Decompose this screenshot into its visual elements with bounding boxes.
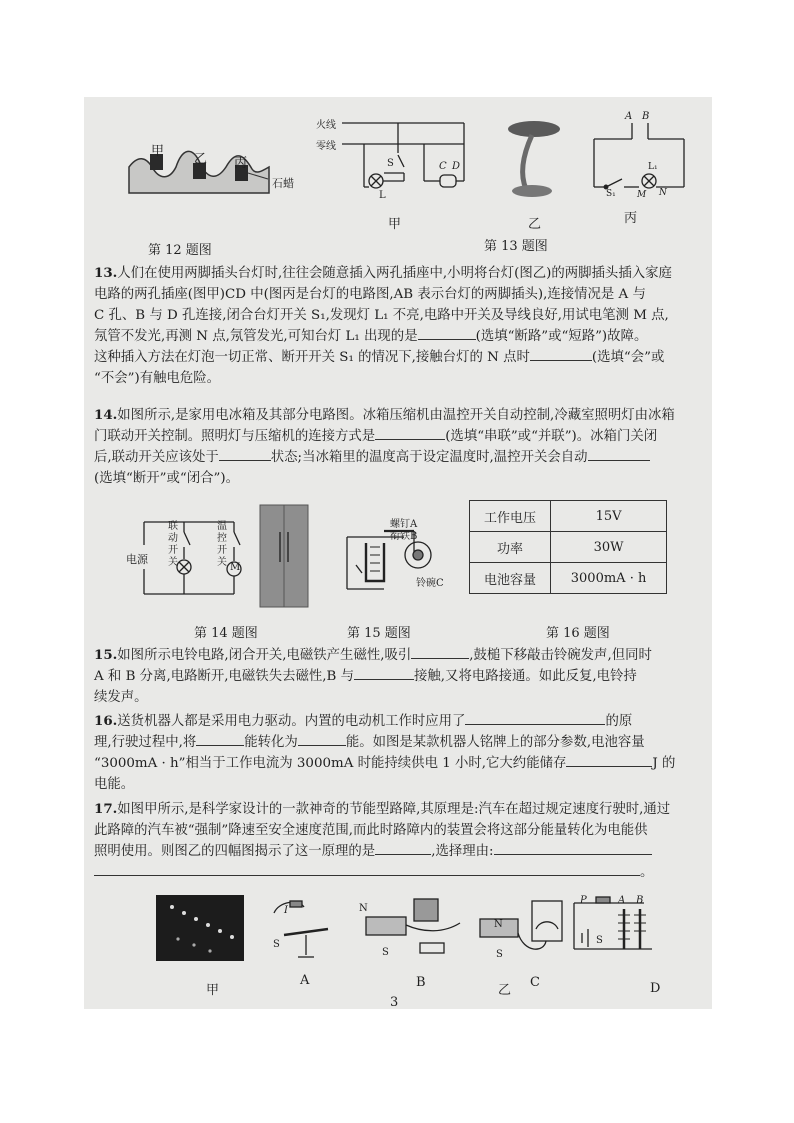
fig14-door-switch-label: 联动开关 (168, 521, 178, 568)
fig13-s1-label: S₁ (606, 189, 616, 199)
q17-number: 17. (94, 801, 118, 817)
fig17-d-s-label: S (596, 935, 603, 946)
fig13-plug-a-label: A (625, 111, 633, 122)
q13-answer-blank-1[interactable] (418, 327, 476, 340)
param-name: 功率 (470, 532, 551, 563)
fig17-b-s-label: S (382, 947, 389, 958)
q15-answer-blank-2[interactable] (354, 667, 414, 680)
fig13-socket-c-label: C (439, 161, 447, 172)
fig17-option-d-label: D (650, 981, 661, 996)
q14-line2b: (选填“串联”或“并联”)。冰箱门关闭 (445, 429, 658, 444)
param-name: 工作电压 (470, 501, 551, 532)
question-15 (94, 645, 694, 708)
fig15-caption: 第 15 题图 (347, 626, 411, 641)
question-16 (94, 711, 694, 795)
q14-answer-blank-3[interactable] (588, 448, 650, 461)
fig13-yi-name: 乙 (528, 217, 542, 232)
q16-line2a: 理,行驶过程中,将 (94, 735, 197, 750)
q16-answer-blank-4[interactable] (566, 754, 652, 767)
fig17-yi-label: 乙 (498, 983, 512, 998)
fig17-a-s-label: S (273, 939, 280, 950)
top-figures (84, 97, 712, 257)
q13-line6: “不会”)有触电危险。 (94, 371, 221, 386)
q17-answer-blank-3[interactable] (94, 863, 640, 876)
fig17-b-n-label: N (359, 903, 368, 914)
table-row (470, 501, 667, 532)
q17-line1: 如图甲所示,是科学家设计的一款神奇的节能型路障,其原理是:汽车在超过规定速度行驶时,通过 (117, 802, 671, 817)
q15-line3: 续发声。 (94, 690, 148, 705)
q17-answer-blank-2[interactable] (494, 842, 652, 855)
q16-line1b: 的原 (605, 714, 633, 729)
fig13-switch-label: S (387, 158, 394, 169)
q13-line4a: 氖管不发光,再测 N 点,氖管发光,可知台灯 L₁ 出现的是 (94, 329, 418, 344)
fig13-caption: 第 13 题图 (484, 239, 548, 254)
fig13-neutral-wire-label: 零线 (316, 141, 336, 152)
q16-line2b: 能转化为 (244, 735, 298, 750)
q16-line3a: “3000mA · h”相当于工作电流为 3000mA 时能持续供电 1 小时,它大约能储存 (94, 756, 567, 771)
param-value: 3000mA · h (551, 563, 667, 594)
q14-line4: (选填“断开”或“闭合”)。 (94, 471, 239, 486)
fig17-c-s-label: S (496, 949, 503, 960)
fig12-caption: 第 12 题图 (148, 243, 212, 258)
param-value: 30W (551, 532, 667, 563)
q15-answer-blank-1[interactable] (411, 646, 469, 659)
exam-page (84, 97, 712, 1009)
q16-number: 16. (94, 713, 118, 729)
fig17-a-current-label: I (284, 905, 288, 916)
q13-line4b: (选填“断路”或“短路”)故障。 (475, 329, 648, 344)
fig15-armature-label: 衔铁B (390, 531, 418, 542)
table-row (470, 563, 667, 594)
fig13-l1-label: L₁ (648, 162, 658, 172)
q15-line1b: ,鼓槌下移敲击铃碗发声,但同时 (469, 648, 652, 663)
q16-line3b: J 的 (652, 756, 676, 771)
bottom-figures (84, 893, 712, 993)
fig16-caption: 第 16 题图 (546, 626, 610, 641)
q14-line2a: 门联动开关控制。照明灯与压缩机的连接方式是 (94, 429, 376, 444)
q13-number: 13. (94, 265, 118, 281)
table-row (470, 532, 667, 563)
fig17-option-c-diagram (480, 901, 562, 949)
fig15-bell-label: 铃碗C (416, 578, 444, 589)
q15-line2b: 接触,又将电路接通。如此反复,电铃持 (414, 669, 637, 684)
fig17-d-b-label: B (636, 895, 644, 906)
fig14-temp-switch-label: 温控开关 (217, 521, 227, 568)
page-number: 3 (390, 995, 399, 1009)
fig13-yi-lamp-photo (508, 121, 560, 197)
fig13-bing-circuit (594, 123, 684, 189)
fig13-n-label: N (659, 188, 667, 198)
q14-answer-blank-2[interactable] (219, 448, 271, 461)
fig17-option-b-diagram (366, 899, 460, 953)
question-14 (94, 405, 694, 489)
fig17-jia-label: 甲 (206, 983, 220, 998)
fig17-option-b-label: B (416, 975, 426, 990)
q13-line3: C 孔、B 与 D 孔连接,闭合台灯开关 S₁,发现灯 L₁ 不亮,电路中开关及导线良好,用试电笔测 M 点, (94, 308, 669, 323)
fig17-d-p-label: P (580, 895, 587, 906)
fig13-fire-wire-label: 火线 (316, 120, 336, 131)
param-name: 电池容量 (470, 563, 551, 594)
q15-line1a: 如图所示电铃电路,闭合开关,电磁铁产生磁性,吸引 (117, 648, 412, 663)
q15-line2a: A 和 B 分离,电路断开,电磁铁失去磁性,B 与 (94, 669, 355, 684)
q17-line2: 此路障的汽车被“强制”降速至安全速度范围,而此时路障内的装置会将这部分能量转化为电能供 (94, 823, 648, 838)
q14-line3a: 后,联动开关应该处于 (94, 450, 219, 465)
q15-number: 15. (94, 647, 118, 663)
q16-answer-blank-2[interactable] (196, 733, 244, 746)
fig14-power-label: 电源 (126, 553, 148, 566)
q14-line3b: 状态;当冰箱里的温度高于设定温度时,温控开关会自动 (270, 450, 588, 465)
fig12-wax-label: 石蜡 (272, 177, 294, 190)
q13-answer-blank-2[interactable] (530, 348, 592, 361)
q16-answer-blank-1[interactable] (465, 712, 605, 725)
fig13-m-label: M (637, 190, 647, 200)
fig13-jia-name: 甲 (388, 217, 402, 232)
q17-end-mark: 。 (640, 865, 654, 880)
fig13-plug-b-label: B (642, 111, 650, 122)
fig14-caption: 第 14 题图 (194, 626, 258, 641)
q17-line3a: 照明使用。则图乙的四幅图揭示了这一原理的是 (94, 844, 376, 859)
question-13 (94, 263, 694, 389)
q13-line1: 人们在使用两脚插头台灯时,往往会随意插入两孔插座中,小明将台灯(图乙)的两脚插头插入家庭 (117, 266, 672, 281)
fig14-motor-label: M (230, 562, 241, 573)
q13-line2: 电路的两孔插座(图甲)CD 中(图丙是台灯的电路图,AB 表示台灯的两脚插头),连接情况是 A 与 (94, 287, 646, 302)
fig17-option-a-diagram (274, 901, 328, 957)
question-17 (94, 799, 694, 883)
q16-line2c: 能。如图是某款机器人铭牌上的部分参数,电池容量 (345, 735, 645, 750)
fig13-bing-name: 丙 (624, 211, 638, 226)
fig17-option-c-label: C (530, 975, 540, 990)
q16-answer-blank-3[interactable] (298, 733, 346, 746)
q14-line1: 如图所示,是家用电冰箱及其部分电路图。冰箱压缩机由温控开关自动控制,冷藏室照明灯由冰箱 (117, 408, 675, 423)
q17-line3b: ,选择理由: (431, 844, 494, 859)
fig12-label-jia: 甲 (151, 144, 165, 159)
fig17-option-a-label: A (300, 973, 310, 988)
fig13-jia-circuit (342, 123, 464, 188)
param-value: 15V (551, 501, 667, 532)
fig12-label-bing: 丙 (234, 156, 248, 171)
fig17-c-n-label: N (494, 919, 503, 930)
fig15-nail-label: 螺钉A (390, 519, 418, 530)
fig16-robot-params-table (469, 500, 667, 594)
q17-answer-blank-1[interactable] (375, 842, 431, 855)
q16-line4: 电能。 (94, 777, 135, 792)
fig17-jia-photo (156, 895, 244, 961)
q13-line5b: (选填“会”或 (591, 350, 665, 365)
fig17-d-a-label: A (618, 895, 626, 906)
fig13-socket-d-label: D (452, 161, 461, 172)
fig14-fridge-image (260, 505, 308, 607)
fig13-lamp-label: L (379, 190, 386, 201)
q16-line1a: 送货机器人都是采用电力驱动。内置的电动机工作时应用了 (117, 714, 466, 729)
q13-line5a: 这种插入方法在灯泡一切正常、断开开关 S₁ 的情况下,接触台灯的 N 点时 (94, 350, 530, 365)
fig12-label-yi: 乙 (194, 152, 208, 167)
q14-answer-blank-1[interactable] (375, 427, 445, 440)
q14-number: 14. (94, 407, 118, 423)
